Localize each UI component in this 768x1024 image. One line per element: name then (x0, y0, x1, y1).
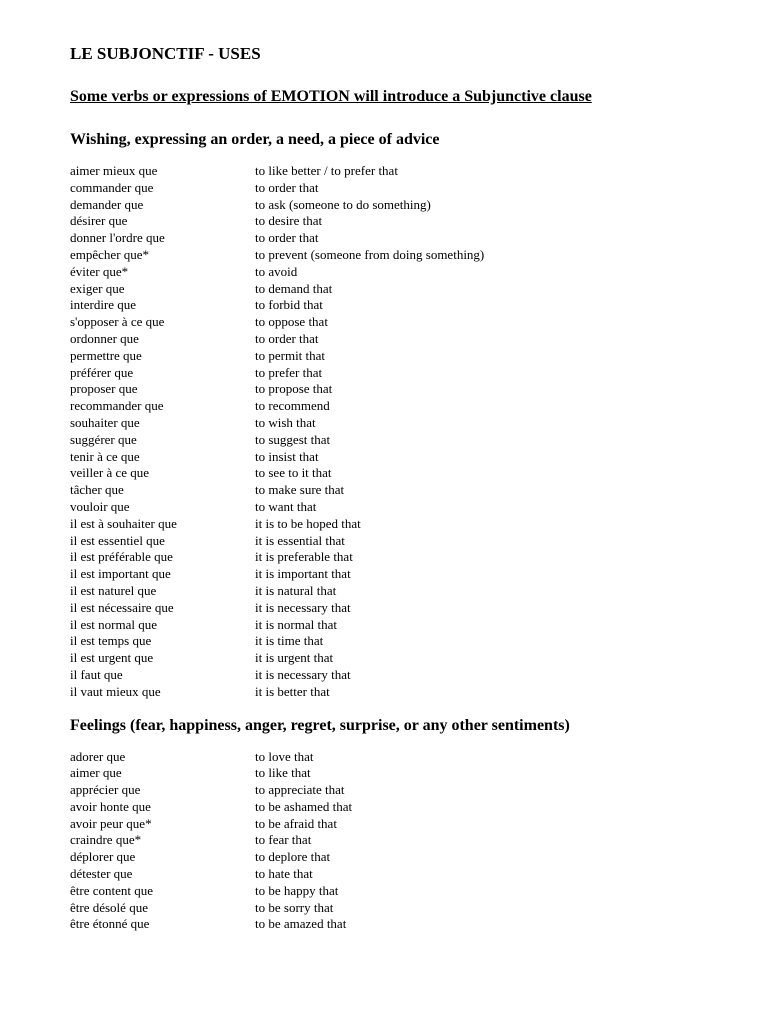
term-row (70, 765, 730, 782)
term-row (70, 381, 730, 398)
english-translation: to deplore that (255, 849, 331, 865)
french-expression: il est préférable que (70, 549, 173, 565)
english-translation: to recommend (255, 398, 330, 414)
french-expression: détester que (70, 866, 133, 882)
english-translation: to insist that (255, 448, 319, 464)
english-translation: it is to be hoped that (255, 515, 361, 531)
english-translation: to ask (someone to do something) (255, 196, 431, 212)
term-row (70, 281, 730, 298)
term-row (70, 297, 730, 314)
french-expression: il est essentiel que (70, 532, 165, 548)
term-row (70, 163, 730, 180)
term-row (70, 799, 730, 816)
french-expression: souhaiter que (70, 414, 140, 430)
english-translation: it is important that (255, 566, 351, 582)
english-translation: to like that (255, 765, 311, 781)
term-row (70, 213, 730, 230)
section-feelings (70, 716, 730, 934)
english-translation: to like better / to prefer that (255, 163, 398, 178)
english-translation: to oppose that (255, 314, 328, 330)
term-row (70, 197, 730, 214)
english-translation: it is necessary that (255, 666, 351, 682)
document-page (70, 44, 730, 933)
term-row (70, 331, 730, 348)
term-row (70, 365, 730, 382)
english-translation: it is natural that (255, 582, 337, 598)
english-translation: it is preferable that (255, 549, 353, 565)
french-expression: il est urgent que (70, 650, 154, 666)
french-expression: tenir à ce que (70, 448, 140, 464)
term-row (70, 482, 730, 499)
french-expression: être désolé que (70, 899, 148, 915)
english-translation: to demand that (255, 280, 333, 296)
french-expression: recommander que (70, 398, 164, 414)
english-translation: to permit that (255, 347, 326, 363)
french-expression: désirer que (70, 213, 128, 229)
term-row (70, 432, 730, 449)
term-row (70, 832, 730, 849)
term-row (70, 180, 730, 197)
english-translation: to love that (255, 748, 314, 764)
english-translation: to be amazed that (255, 916, 347, 932)
english-translation: to forbid that (255, 297, 323, 313)
french-expression: éviter que* (70, 263, 129, 279)
term-list (70, 749, 730, 934)
term-row (70, 617, 730, 634)
section-heading: Wishing, expressing an order, a need, a piece of advice (70, 131, 440, 148)
french-expression: préférer que (70, 364, 134, 380)
english-translation: to fear that (255, 832, 312, 848)
term-row (70, 549, 730, 566)
english-translation: to order that (255, 230, 319, 246)
english-translation: to order that (255, 179, 319, 195)
term-row (70, 415, 730, 432)
term-row (70, 916, 730, 933)
french-expression: apprécier que (70, 782, 141, 798)
term-row (70, 230, 730, 247)
french-expression: il est nécessaire que (70, 599, 174, 615)
french-expression: empêcher que* (70, 246, 150, 262)
term-row (70, 849, 730, 866)
french-expression: vouloir que (70, 498, 130, 514)
term-row (70, 866, 730, 883)
term-row (70, 883, 730, 900)
document-subtitle: Some verbs or expressions of EMOTION will introduce a Subjunctive clause (70, 88, 592, 105)
french-expression: adorer que (70, 748, 126, 764)
english-translation: to prevent (someone from doing something) (255, 246, 485, 262)
english-translation: to be happy that (255, 882, 339, 898)
term-row (70, 667, 730, 684)
french-expression: être content que (70, 882, 154, 898)
french-expression: suggérer que (70, 431, 137, 447)
english-translation: to appreciate that (255, 782, 345, 798)
english-translation: to want that (255, 498, 317, 514)
term-row (70, 684, 730, 701)
french-expression: commander que (70, 179, 154, 195)
french-expression: permettre que (70, 347, 142, 363)
english-translation: to make sure that (255, 482, 345, 498)
english-translation: to be ashamed that (255, 798, 353, 814)
english-translation: to order that (255, 330, 319, 346)
english-translation: to prefer that (255, 364, 323, 380)
section-wishing (70, 130, 730, 701)
term-row (70, 816, 730, 833)
term-row (70, 465, 730, 482)
french-expression: aimer que (70, 765, 122, 781)
term-row (70, 516, 730, 533)
term-row (70, 782, 730, 799)
english-translation: it is necessary that (255, 599, 351, 615)
term-row (70, 314, 730, 331)
term-row (70, 533, 730, 550)
english-translation: to be afraid that (255, 815, 337, 831)
english-translation: to desire that (255, 213, 323, 229)
english-translation: to wish that (255, 414, 316, 430)
term-row (70, 449, 730, 466)
french-expression: interdire que (70, 297, 137, 313)
french-expression: s'opposer à ce que (70, 314, 165, 330)
french-expression: ordonner que (70, 330, 139, 346)
term-row (70, 247, 730, 264)
english-translation: it is essential that (255, 532, 345, 548)
document-title: LE SUBJONCTIF - USES (70, 44, 261, 63)
french-expression: demander que (70, 196, 144, 212)
french-expression: il est à souhaiter que (70, 515, 177, 531)
english-translation: to avoid (255, 263, 298, 279)
term-row (70, 633, 730, 650)
french-expression: il est temps que (70, 633, 152, 649)
french-expression: exiger que (70, 280, 125, 296)
french-expression: il vaut mieux que (70, 683, 161, 699)
term-row (70, 600, 730, 617)
french-expression: proposer que (70, 381, 138, 397)
english-translation: to hate that (255, 866, 313, 882)
french-expression: être étonné que (70, 916, 150, 932)
english-translation: to suggest that (255, 431, 331, 447)
section-heading: Feelings (fear, happiness, anger, regret, surprise, or any other sentiments) (70, 716, 570, 734)
french-expression: avoir peur que* (70, 815, 152, 831)
french-expression: veiller à ce que (70, 465, 150, 481)
term-list (70, 163, 730, 701)
english-translation: to see to it that (255, 465, 332, 481)
french-expression: donner l'ordre que (70, 230, 165, 246)
french-expression: aimer mieux que (70, 163, 158, 178)
term-row (70, 583, 730, 600)
french-expression: tâcher que (70, 482, 124, 498)
french-expression: il est naturel que (70, 582, 157, 598)
term-row (70, 264, 730, 281)
term-row (70, 749, 730, 766)
term-row (70, 650, 730, 667)
english-translation: it is urgent that (255, 650, 334, 666)
french-expression: déplorer que (70, 849, 136, 865)
french-expression: craindre que* (70, 832, 142, 848)
english-translation: to be sorry that (255, 899, 334, 915)
term-row (70, 900, 730, 917)
term-row (70, 398, 730, 415)
term-row (70, 499, 730, 516)
french-expression: avoir honte que (70, 798, 151, 814)
french-expression: il est important que (70, 566, 171, 582)
english-translation: it is better that (255, 683, 330, 699)
french-expression: il est normal que (70, 616, 158, 632)
english-translation: it is normal that (255, 616, 337, 632)
term-row (70, 566, 730, 583)
english-translation: to propose that (255, 381, 333, 397)
english-translation: it is time that (255, 633, 324, 649)
french-expression: il faut que (70, 666, 123, 682)
term-row (70, 348, 730, 365)
